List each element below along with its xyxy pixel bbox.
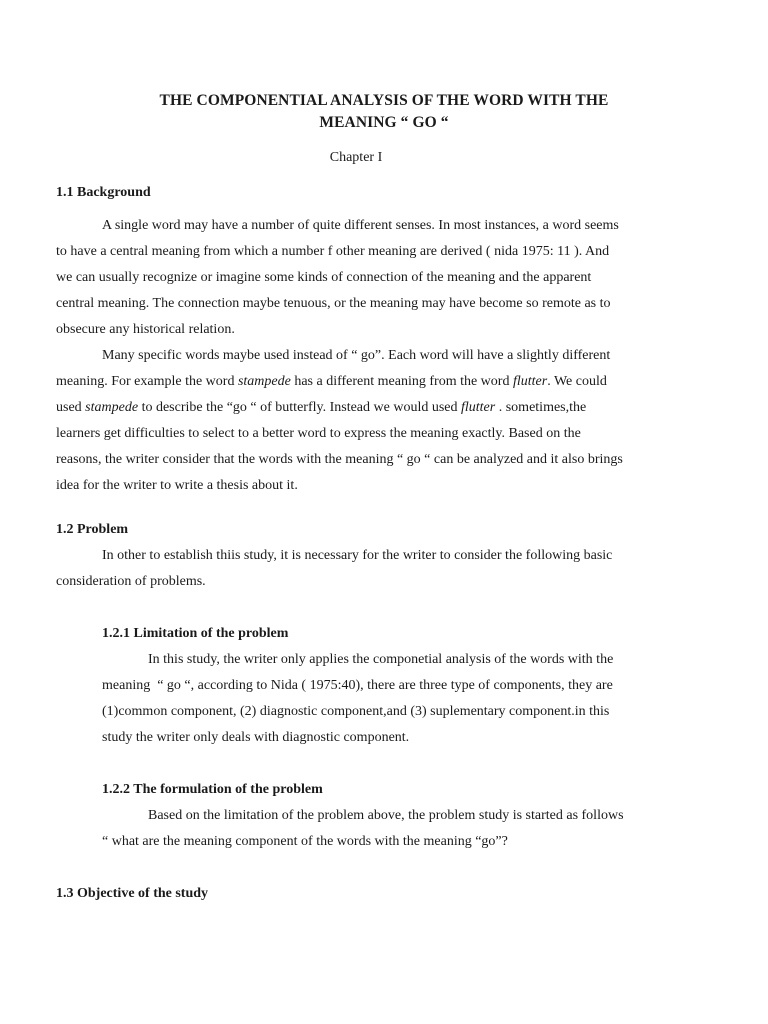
chapter-label: Chapter I [329,150,383,165]
limitation-paragraph [102,647,613,751]
section-heading-problem: 1.2 Problem [56,522,129,537]
section-heading-objective: 1.3 Objective of the study [56,886,209,901]
paragraph-line: consideration of problems. [56,574,206,589]
paragraph-line: A single word may have a number of quite different senses. In most instances, a word seems [102,218,619,233]
italic-term: flutter [461,400,496,415]
paragraph-line: Based on the limitation of the problem above, the problem study is started as follows [148,808,624,823]
paragraph-line: to have a central meaning from which a number f other meaning are derived ( nida 1975: 11 ). And [56,244,610,259]
title-line-1: THE COMPONENTIAL ANALYSIS OF THE WORD WITH THE [159,92,609,109]
paragraph-line: “ what are the meaning component of the words with the meaning “go”? [102,834,508,849]
formulation-paragraph [102,803,624,855]
italic-term: stampede [237,374,291,389]
paragraph-line: idea for the writer to write a thesis about it. [56,478,298,493]
subsection-heading-formulation: 1.2.2 The formulation of the problem [102,782,323,797]
paragraph-line: (1)common component, (2) diagnostic component,and (3) suplementary component.in this [102,704,610,719]
paragraph-line: we can usually recognize or imagine some kinds of connection of the meaning and the apparent [56,270,592,285]
paragraph-line: used stampede to describe the “go “ of butterfly. Instead we would used flutter . sometimes,the [56,400,587,415]
paragraph-line: central meaning. The connection maybe tenuous, or the meaning may have become so remote as to [56,296,611,311]
italic-term: flutter [512,374,548,389]
background-paragraph-1 [56,213,619,343]
paragraph-line: meaning “ go “, according to Nida ( 1975:40), there are three type of components, they are [102,678,613,693]
paragraph-line: Many specific words maybe used instead of “ go”. Each word will have a slightly different [102,348,611,363]
section-heading-background: 1.1 Background [56,185,151,200]
paragraph-line: learners get difficulties to select to a better word to express the meaning exactly. Based on the [56,426,581,441]
title-line-2: MEANING “ GO “ [319,114,449,131]
paragraph-line: meaning. For example the word stampede has a different meaning from the word flutter. We could [56,374,607,389]
paragraph-line: obsecure any historical relation. [56,322,235,337]
subsection-heading-limitation: 1.2.1 Limitation of the problem [102,626,289,641]
paragraph-line: In other to establish thiis study, it is necessary for the writer to consider the following basic [102,548,613,563]
paragraph-line: In this study, the writer only applies the componetial analysis of the words with the [148,652,614,667]
paragraph-line: reasons, the writer consider that the words with the meaning “ go “ can be analyzed and it also brings [56,452,623,467]
problem-paragraph [56,543,612,595]
paragraph-line: study the writer only deals with diagnostic component. [102,730,410,745]
italic-term: stampede [85,400,139,415]
document-title [56,90,712,134]
background-paragraph-2 [56,343,623,499]
